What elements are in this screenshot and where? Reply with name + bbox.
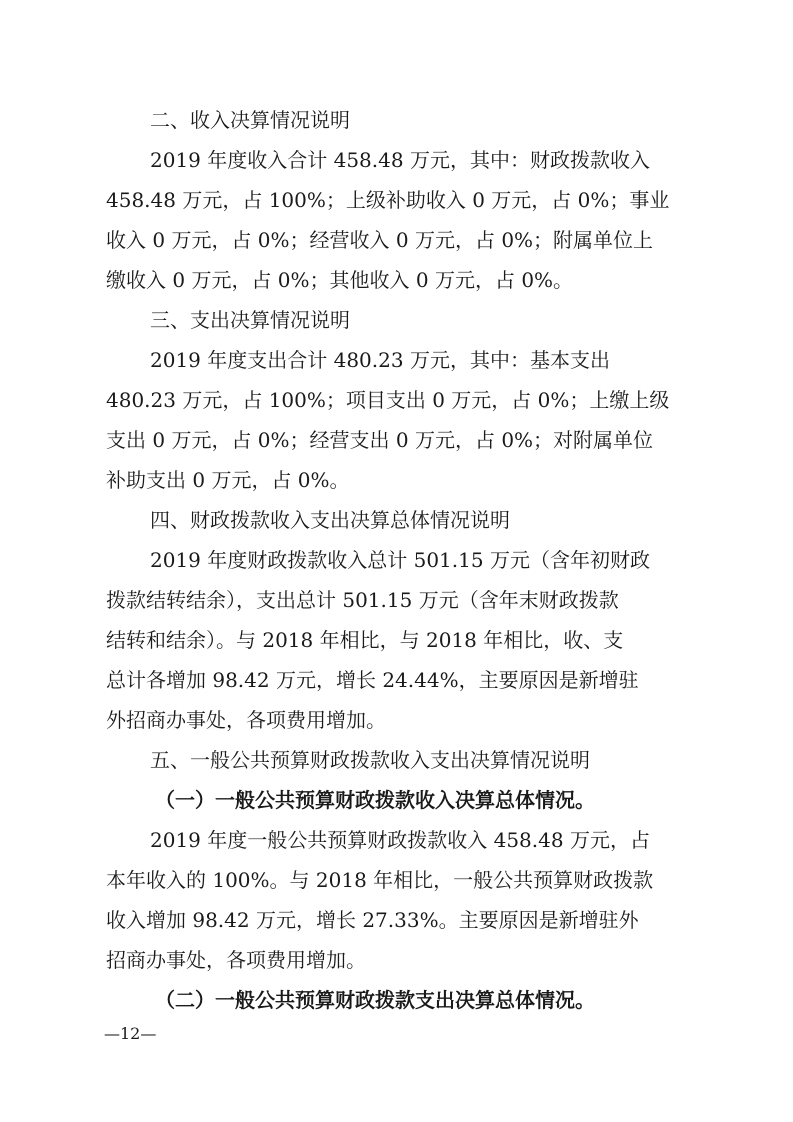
paragraph-line: 缴收入 0 万元，占 0%；其他收入 0 万元，占 0%。 [106,268,574,292]
paragraph-line: 2019 年度收入合计 458.48 万元，其中：财政拨款收入 [150,148,650,172]
paragraph-line: 2019 年度支出合计 480.23 万元，其中：基本支出 [150,348,610,372]
subsection-heading-expenditure: （二）一般公共预算财政拨款支出决算总体情况。 [155,988,595,1012]
paragraph-line: 2019 年度财政拨款收入总计 501.15 万元（含年初财政 [150,548,650,572]
section-heading-fiscal-total: 四、财政拨款收入支出决算总体情况说明 [150,508,510,532]
section-heading-income: 二、收入决算情况说明 [150,108,350,132]
paragraph-line: 结转和结余）。与 2018 年相比，与 2018 年相比，收、支 [106,628,624,652]
subsection-heading-income: （一）一般公共预算财政拨款收入决算总体情况。 [155,788,595,812]
page-number: —12— [104,1024,157,1043]
paragraph-line: 本年收入的 100%。与 2018 年相比，一般公共预算财政拨款 [106,868,654,892]
paragraph-line: 458.48 万元，占 100%；上级补助收入 0 万元，占 0%；事业 [106,188,670,212]
paragraph-line: 招商办事处，各项费用增加。 [106,948,366,972]
section-heading-expenditure: 三、支出决算情况说明 [150,308,350,332]
paragraph-line: 收入增加 98.42 万元，增长 27.33%。主要原因是新增驻外 [106,908,639,932]
paragraph-line: 拨款结转结余），支出总计 501.15 万元（含年末财政拨款 [106,588,619,612]
paragraph-line: 总计各增加 98.42 万元，增长 24.44%，主要原因是新增驻 [106,668,639,692]
paragraph-line: 外招商办事处，各项费用增加。 [106,708,386,732]
paragraph-line: 补助支出 0 万元，占 0%。 [106,468,350,492]
section-heading-general-budget: 五、一般公共预算财政拨款收入支出决算情况说明 [150,748,590,772]
paragraph-line: 480.23 万元，占 100%；项目支出 0 万元，占 0%；上缴上级 [106,388,670,412]
paragraph-line: 2019 年度一般公共预算财政拨款收入 458.48 万元，占 [150,828,650,852]
paragraph-line: 支出 0 万元，占 0%；经营支出 0 万元，占 0%；对附属单位 [106,428,654,452]
paragraph-line: 收入 0 万元，占 0%；经营收入 0 万元，占 0%；附属单位上 [106,228,654,252]
